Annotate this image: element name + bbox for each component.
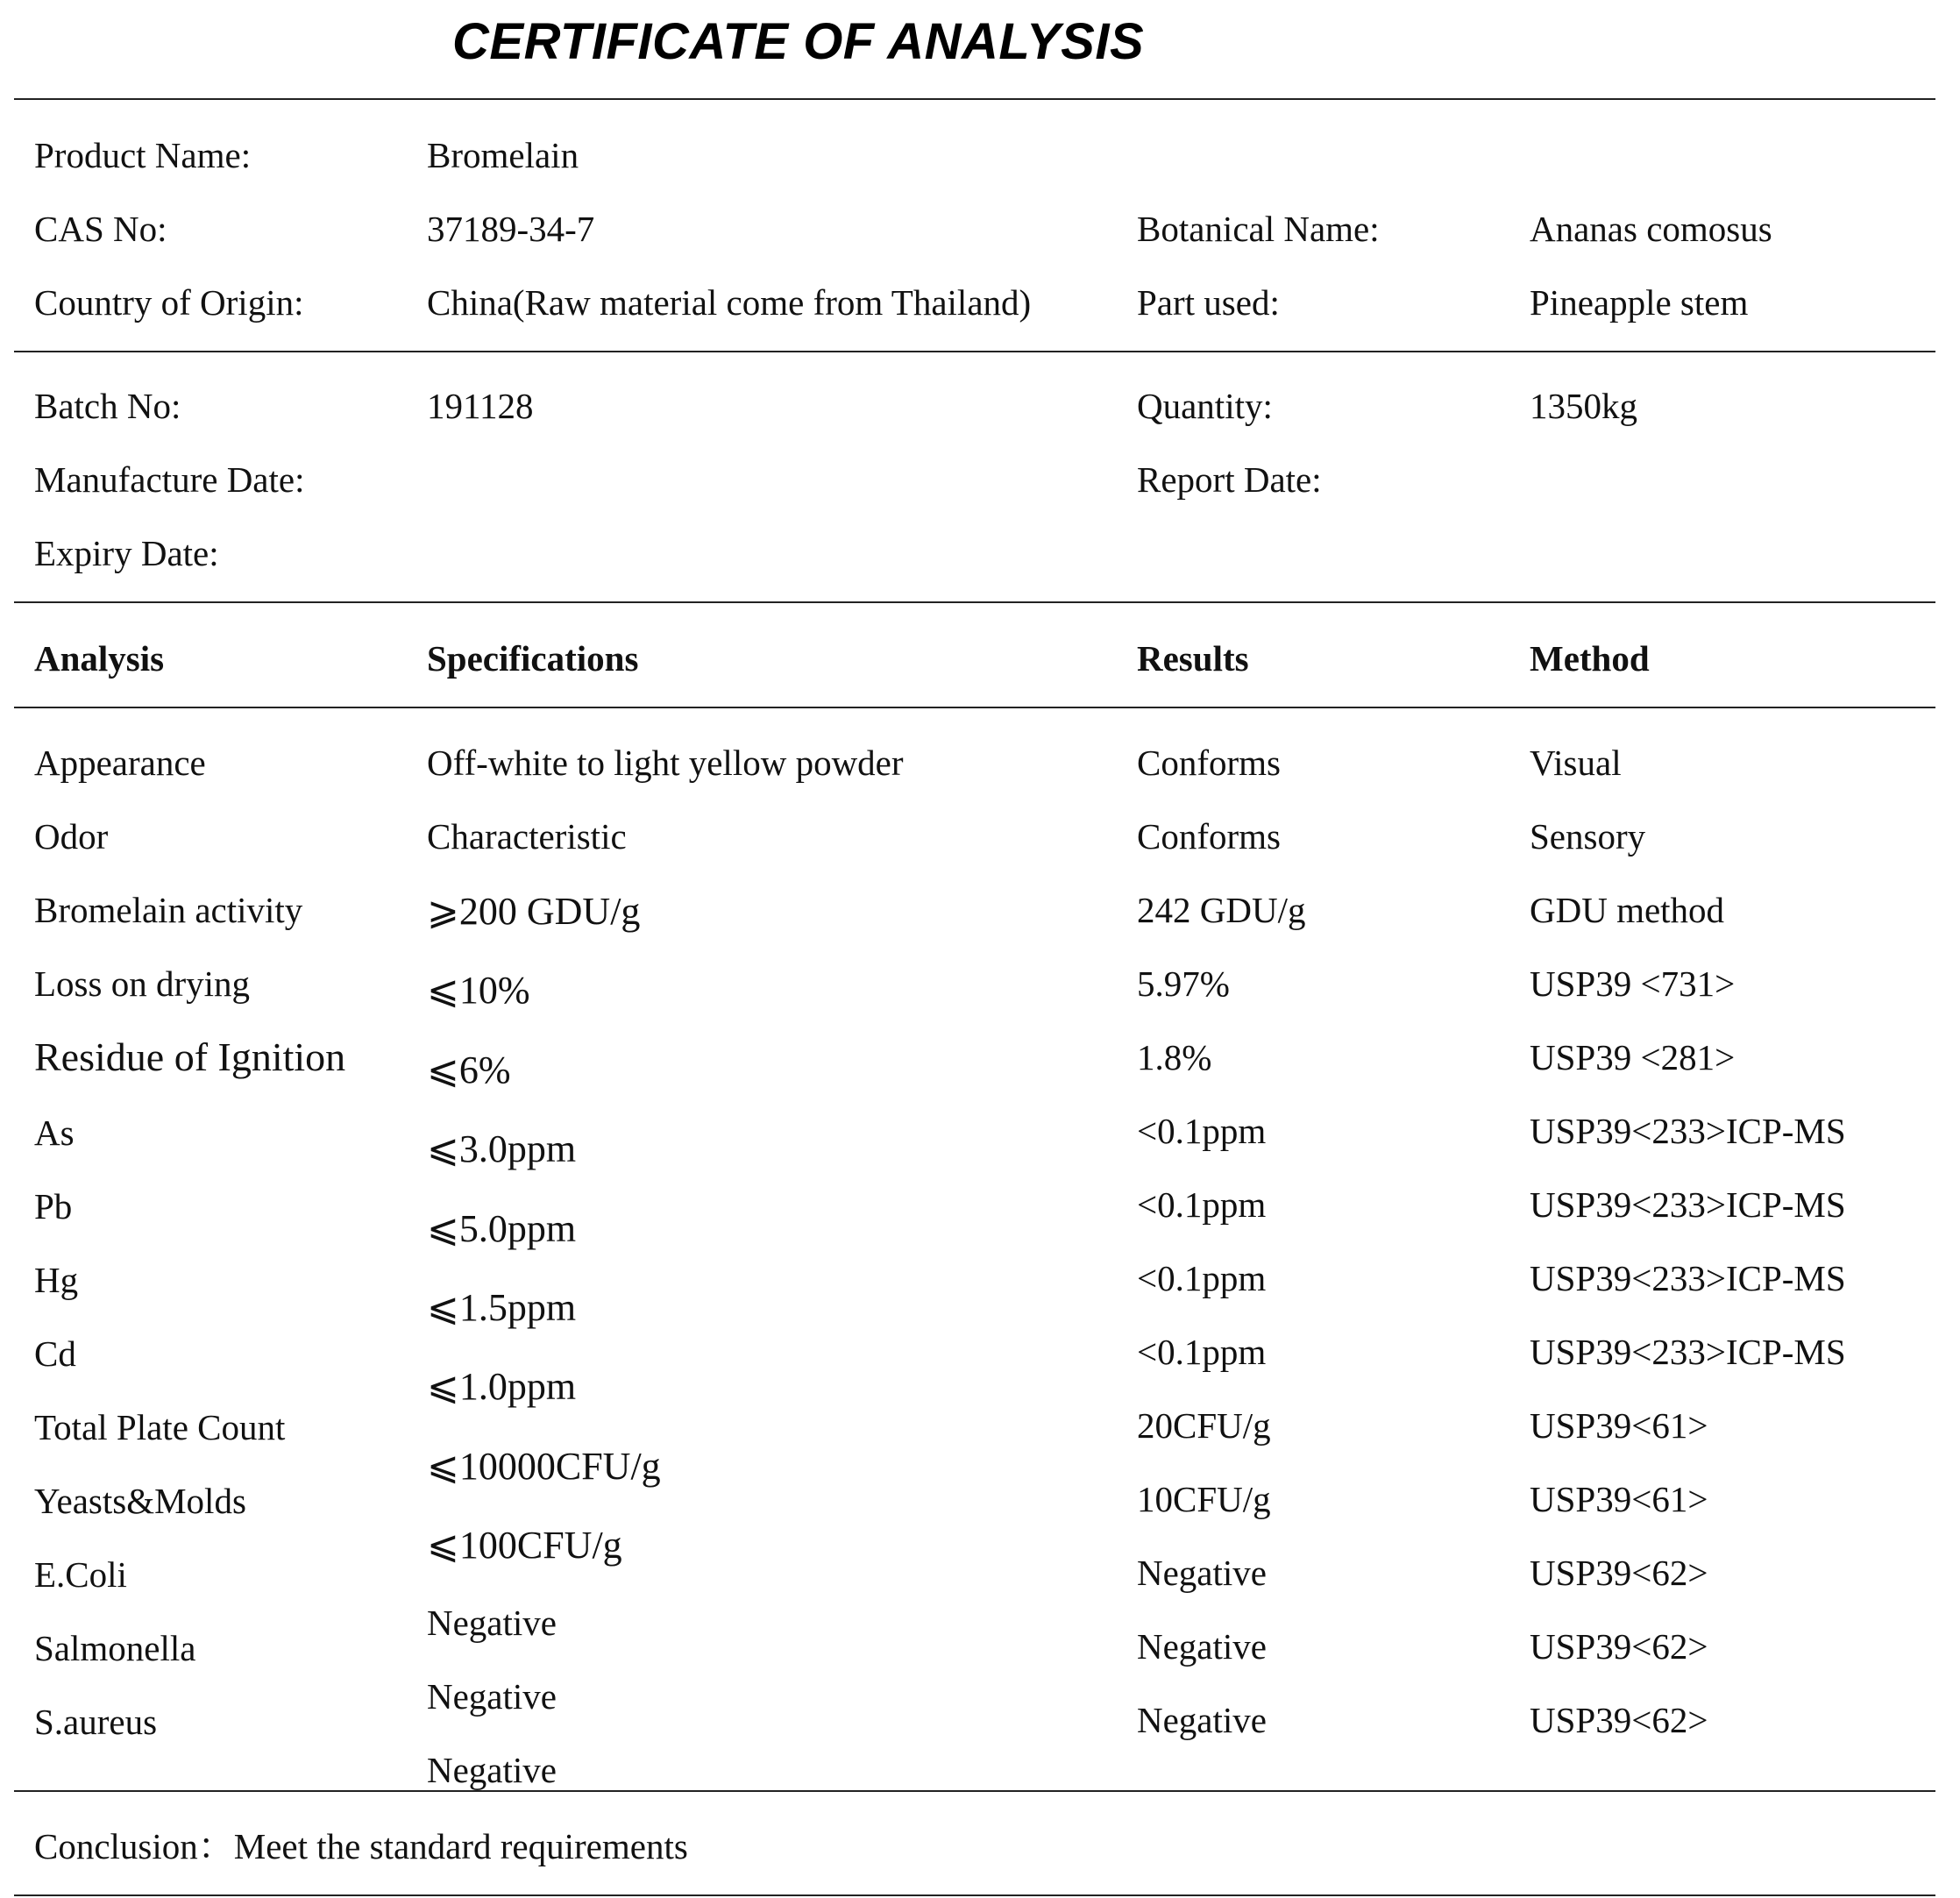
specification-item: Negative xyxy=(427,1750,557,1790)
result-item: 242 GDU/g xyxy=(1137,890,1306,930)
result-item: Conforms xyxy=(1137,816,1281,857)
result-item: Negative xyxy=(1137,1553,1267,1593)
result-item: <0.1ppm xyxy=(1137,1111,1267,1151)
header-results: Results xyxy=(1137,638,1249,679)
quantity-value: 1350kg xyxy=(1530,386,1637,426)
method-item: USP39<61> xyxy=(1530,1405,1708,1446)
specification-item: ⩽10000CFU/g xyxy=(427,1445,661,1488)
analysis-item: S.aureus xyxy=(34,1702,158,1742)
analysis-item: Appearance xyxy=(34,743,206,783)
result-item: 10CFU/g xyxy=(1137,1479,1271,1519)
result-item: <0.1ppm xyxy=(1137,1258,1267,1298)
specification-item: Negative xyxy=(427,1676,557,1717)
result-item: Negative xyxy=(1137,1626,1267,1667)
batch-value: 191128 xyxy=(427,386,534,426)
analysis-item: Total Plate Count xyxy=(34,1407,286,1447)
specification-item: ⩽6% xyxy=(427,1049,511,1091)
specification-item: ⩾200 GDU/g xyxy=(427,890,641,933)
analysis-item: As xyxy=(34,1112,75,1153)
analysis-item: Residue of Ignition xyxy=(34,1034,346,1079)
specification-item: Negative xyxy=(427,1603,557,1643)
origin-value: China(Raw material come from Thailand) xyxy=(427,282,1032,323)
conclusion-text: Conclusion：Meet the standard requirements xyxy=(34,1826,688,1866)
method-item: USP39<233>ICP-MS xyxy=(1530,1332,1846,1372)
part-used-label: Part used: xyxy=(1137,282,1280,323)
result-item: 1.8% xyxy=(1137,1037,1212,1077)
analysis-item: Bromelain activity xyxy=(34,890,303,930)
specification-item: ⩽5.0ppm xyxy=(427,1207,577,1250)
origin-label: Country of Origin: xyxy=(34,282,304,323)
divider xyxy=(14,1790,1935,1792)
divider xyxy=(14,351,1935,352)
method-item: Sensory xyxy=(1530,816,1646,857)
divider xyxy=(14,98,1935,100)
quantity-label: Quantity: xyxy=(1137,386,1273,426)
result-item: Negative xyxy=(1137,1700,1267,1740)
result-item: 20CFU/g xyxy=(1137,1405,1271,1446)
specification-item: ⩽10% xyxy=(427,969,530,1012)
specification-item: ⩽1.5ppm xyxy=(427,1286,577,1329)
batch-label: Batch No: xyxy=(34,386,181,426)
analysis-item: Pb xyxy=(34,1186,73,1226)
specification-item: ⩽3.0ppm xyxy=(427,1127,577,1170)
expiry-date-label: Expiry Date: xyxy=(34,533,219,573)
cas-label: CAS No: xyxy=(34,209,167,249)
method-item: USP39<62> xyxy=(1530,1553,1708,1593)
product-name-value: Bromelain xyxy=(427,135,579,175)
result-item: <0.1ppm xyxy=(1137,1332,1267,1372)
method-item: USP39<61> xyxy=(1530,1479,1708,1519)
header-specifications: Specifications xyxy=(427,638,639,679)
method-item: USP39<233>ICP-MS xyxy=(1530,1258,1846,1298)
method-item: Visual xyxy=(1530,743,1622,783)
analysis-item: Yeasts&Molds xyxy=(34,1481,246,1521)
botanical-name-label: Botanical Name: xyxy=(1137,209,1380,249)
divider xyxy=(14,601,1935,603)
method-item: USP39 <281> xyxy=(1530,1037,1736,1077)
specification-item: ⩽1.0ppm xyxy=(427,1365,577,1408)
header-analysis: Analysis xyxy=(34,638,165,679)
analysis-item: Hg xyxy=(34,1260,79,1300)
analysis-item: E.Coli xyxy=(34,1554,127,1595)
page-title: CERTIFICATE OF ANALYSIS xyxy=(452,13,1145,70)
analysis-item: Cd xyxy=(34,1333,76,1374)
method-item: USP39<62> xyxy=(1530,1626,1708,1667)
specification-item: Off-white to light yellow powder xyxy=(427,743,904,783)
header-method: Method xyxy=(1530,638,1650,679)
method-item: USP39<62> xyxy=(1530,1700,1708,1740)
analysis-item: Loss on drying xyxy=(34,963,250,1004)
divider xyxy=(14,707,1935,708)
method-item: USP39<233>ICP-MS xyxy=(1530,1111,1846,1151)
result-item: Conforms xyxy=(1137,743,1281,783)
result-item: 5.97% xyxy=(1137,963,1230,1004)
result-item: <0.1ppm xyxy=(1137,1184,1267,1225)
method-item: USP39 <731> xyxy=(1530,963,1736,1004)
method-item: GDU method xyxy=(1530,890,1725,930)
analysis-item: Salmonella xyxy=(34,1628,196,1668)
specification-item: ⩽100CFU/g xyxy=(427,1524,622,1567)
analysis-item: Odor xyxy=(34,816,109,857)
manufacture-date-label: Manufacture Date: xyxy=(34,459,305,500)
report-date-label: Report Date: xyxy=(1137,459,1322,500)
divider xyxy=(14,1894,1935,1896)
product-name-label: Product Name: xyxy=(34,135,252,175)
specification-item: Characteristic xyxy=(427,816,627,857)
method-item: USP39<233>ICP-MS xyxy=(1530,1184,1846,1225)
part-used-value: Pineapple stem xyxy=(1530,282,1749,323)
cas-value: 37189-34-7 xyxy=(427,209,595,249)
botanical-name-value: Ananas comosus xyxy=(1530,209,1772,249)
